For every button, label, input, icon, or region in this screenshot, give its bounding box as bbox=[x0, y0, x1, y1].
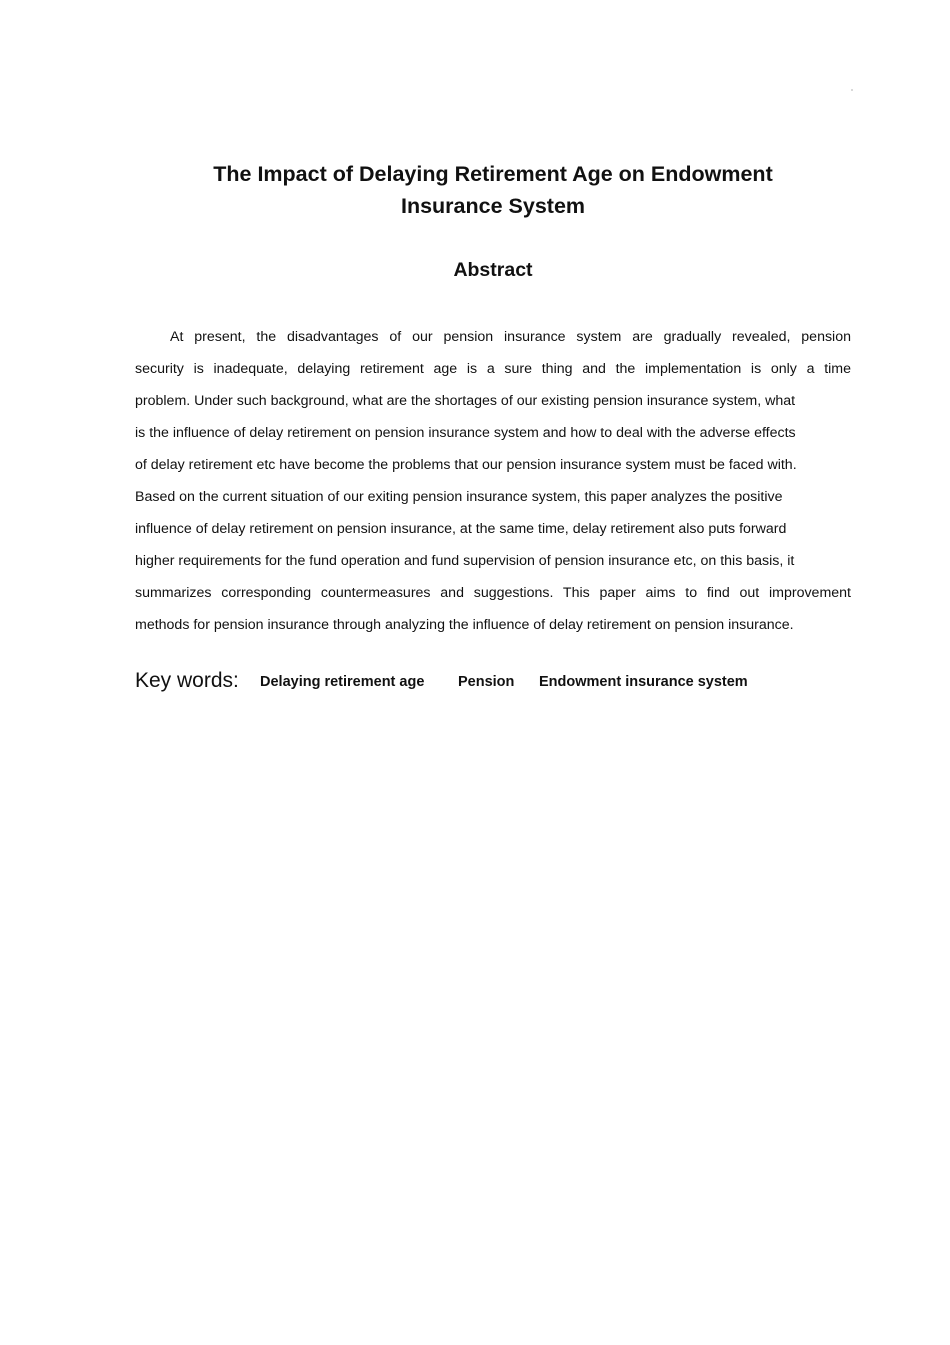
abstract-line-4: is the influence of delay retirement on pension insurance system and how to deal with the adverse effects bbox=[135, 425, 796, 441]
title-line-2: Insurance System bbox=[400, 194, 586, 218]
abstract-line-3: problem. Under such background, what are the shortages of our existing pension insurance system, what bbox=[135, 393, 796, 409]
abstract-line-5: of delay retirement etc have become the problems that our pension insurance system must be faced with. bbox=[135, 457, 797, 473]
abstract-line-8: higher requirements for the fund operation and fund supervision of pension insurance etc, on this basis, it bbox=[135, 553, 795, 569]
abstract-line-10: methods for pension insurance through analyzing the influence of delay retirement on pension insurance. bbox=[135, 617, 794, 633]
abstract-line-9: summarizes corresponding countermeasures and suggestions. This paper aims to find out improvement bbox=[135, 585, 851, 601]
keyword-item: Endowment insurance system bbox=[539, 674, 748, 690]
abstract-heading: Abstract bbox=[453, 259, 533, 281]
keyword-item: Delaying retirement age bbox=[260, 674, 425, 690]
keywords-row bbox=[135, 666, 851, 696]
abstract-body bbox=[135, 321, 851, 641]
abstract-line-2: security is inadequate, delaying retirement age is a sure thing and the implementation is only a time bbox=[135, 361, 851, 377]
document-title bbox=[135, 158, 851, 222]
abstract-line-1: At present, the disadvantages of our pension insurance system are gradually revealed, pension bbox=[170, 329, 851, 345]
scan-artifact-dot bbox=[851, 89, 853, 91]
keywords-label: Key words: bbox=[135, 669, 239, 692]
title-line-1: The Impact of Delaying Retirement Age on Endowment bbox=[213, 162, 773, 186]
keyword-item: Pension bbox=[458, 674, 515, 690]
abstract-line-7: influence of delay retirement on pension insurance, at the same time, delay retirement also puts forward bbox=[135, 521, 787, 537]
abstract-line-6: Based on the current situation of our exiting pension insurance system, this paper analyzes the positive bbox=[135, 489, 783, 505]
